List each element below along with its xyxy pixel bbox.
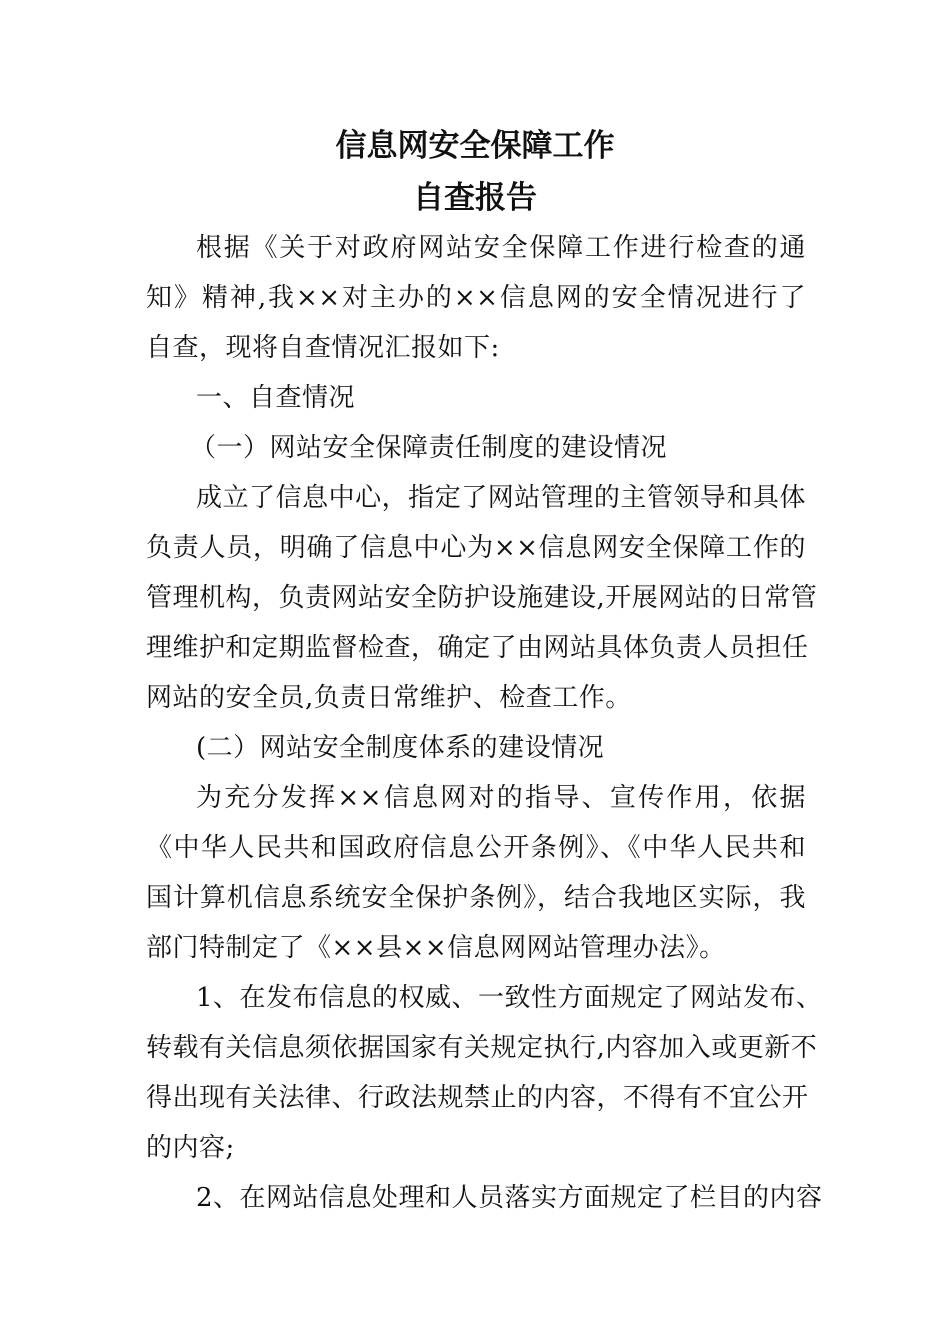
document-title: 信息网安全保障工作 <box>335 128 615 164</box>
body-line: 网站的安全员,负责日常维护、检查工作。 <box>146 683 632 713</box>
body-line: 国计算机信息系统安全保护条例》，结合我地区实际，我 <box>146 883 806 913</box>
body-line: 的内容; <box>146 1133 235 1163</box>
body-line: 部门特制定了《××县××信息网网站管理办法》。 <box>146 933 726 963</box>
body-line: 成立了信息中心，指定了网站管理的主管领导和具体 <box>196 483 806 513</box>
body-line: 根据《关于对政府网站安全保障工作进行检查的通 <box>196 233 806 263</box>
body-line: 《中华人民共和国政府信息公开条例》、《中华人民共和 <box>146 833 806 863</box>
body-line: 为充分发挥××信息网对的指导、宣传作用，依据 <box>196 783 806 813</box>
subsection-heading: （一）网站安全保障责任制度的建设情况 <box>190 433 668 463</box>
body-line: 负责人员，明确了信息中心为××信息网安全保障工作的 <box>146 533 806 563</box>
body-line: 转载有关信息须依据国家有关规定执行,内容加入或更新不 <box>146 1033 818 1063</box>
body-line: 管理机构，负责网站安全防护设施建设,开展网站的日常管 <box>146 583 818 613</box>
subsection-heading: (二）网站安全制度体系的建设情况 <box>196 733 605 763</box>
body-line: 自查，现将自查情况汇报如下: <box>146 333 500 363</box>
body-line: 知》精神,我××对主办的××信息网的安全情况进行了 <box>146 283 806 313</box>
section-heading: 一、自查情况 <box>196 383 356 413</box>
body-line: 1、在发布信息的权威、一致性方面规定了网站发布、 <box>196 983 823 1013</box>
body-line: 理维护和定期监督检查，确定了由网站具体负责人员担任 <box>146 633 809 663</box>
document-subtitle: 自查报告 <box>413 180 537 216</box>
body-line: 2、在网站信息处理和人员落实方面规定了栏目的内容 <box>196 1183 823 1213</box>
body-line: 得出现有关法律、行政法规禁止的内容，不得有不宜公开 <box>146 1083 809 1113</box>
